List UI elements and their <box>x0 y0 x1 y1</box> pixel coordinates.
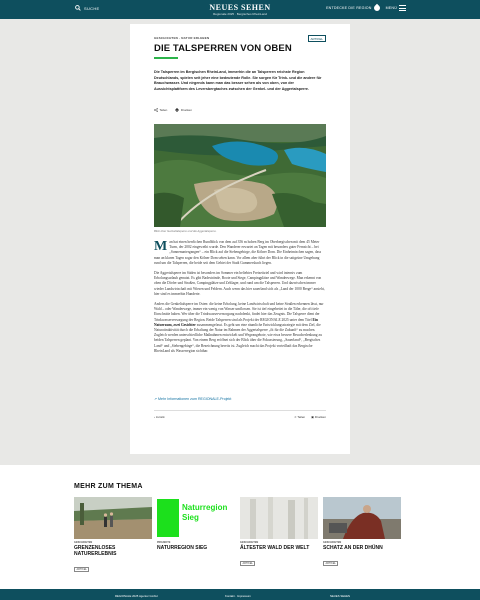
footer-share-button[interactable] <box>294 415 305 419</box>
back-link[interactable] <box>154 415 165 419</box>
paragraph-1-text: an hat einen herrlichen Rundblick von dem auf 356 m hohen Berg im Oberbergischen mit dem 45 Meter Turm, der 2002 eingeweiht wurde. Den Wanderer erwartet an Tagen mit besonders guter Fernsicht – bei „Sonnenuntergangen“ – ein Blick auf die Siebengebirge, die Kölner Dom. Die Einheimischen sagen, dass man an klaren Tagen sogar den Kölner Dom sehen kann. Vor allem aber führt der Blick in die sattgrüne Umgebung rund um die Talsperren, die beide seit dem Gebiet der Stadt Gummersbach liegen. <box>154 240 322 265</box>
tile-2-title: NATURREGION SIEG <box>157 545 208 551</box>
article-lead: Die Talsperren im Bergischen RheinLand, immerhin die an Talsperren reichste Region Deutschlands, spielen seit jeher eine bedeutende Rolle. Sie sorgen für Trink- und die andere für Brauchwasser. Und nirgends kann man das besser sehen als von oben, von der Aussichtsplattform des Leversbergtaches zwischen der Genkel- und der Aggertalsperre. <box>154 70 322 91</box>
tile-image-researcher <box>323 497 401 539</box>
related-heading: MEHR ZUM THEMA <box>74 483 143 490</box>
external-link-icon: ↗ <box>154 397 159 401</box>
article-card <box>130 24 350 454</box>
related-section <box>0 465 480 589</box>
related-tile-4[interactable] <box>323 497 401 569</box>
share-icon: ⋖ <box>294 415 298 419</box>
tile-1-chip: ARTIKEL <box>74 567 89 573</box>
footer-mid[interactable]: Kontakt · Impressum <box>225 594 251 598</box>
tile-3-tag: GESCHICHTEN <box>240 541 259 544</box>
site-footer <box>0 589 480 600</box>
share-label: Teilen <box>159 108 168 112</box>
print-icon: ▣ <box>311 415 315 419</box>
footer-print-label: Drucken <box>314 415 326 419</box>
logo-green-block <box>157 499 179 537</box>
body-paragraph-1 <box>154 240 326 266</box>
hamburger-icon <box>399 5 406 10</box>
footer-left[interactable]: REGIONALE 2025 Agentur GmbH <box>115 594 158 598</box>
aerial-photo-talsperren <box>154 124 326 227</box>
related-tile-3[interactable] <box>240 497 318 569</box>
related-tile-2[interactable] <box>157 497 235 551</box>
menu-label: MENÜ <box>385 6 397 10</box>
share-icon <box>154 108 158 112</box>
brand-subtitle: Regionale 2025 · Bergisches RheinLand <box>213 12 267 16</box>
tile-1-title: GRENZENLOSES NATURERLEBNIS <box>74 545 117 557</box>
back-label: zurück <box>155 415 165 419</box>
related-tile-1[interactable] <box>74 497 152 575</box>
footer-print-button[interactable] <box>311 415 326 419</box>
print-icon <box>175 108 179 112</box>
photo-caption: Blick über Genkeltalsperre und die Aggertalsperre. <box>154 229 217 233</box>
tile-4-title: SCHATZ AN DER DHÜNN <box>323 545 383 551</box>
body-paragraph-3 <box>154 302 326 354</box>
print-label: Drucken <box>180 108 193 112</box>
arrow-left-icon: ‹ <box>154 415 156 419</box>
tile-image-forest <box>240 497 318 539</box>
article-tags[interactable]: GESCHICHTEN · NATUR ERLEBEN <box>154 36 210 40</box>
title-underline <box>154 57 178 59</box>
paragraph-3b-text: zusammengefasst. Es geht um eine räumliche Entwicklungsstrategie mit dem Ziel, die Naturattraktivität durch die Erhaltung der Natur im Rahmen der Aggertalsperre „fit für die Zukunft“ zu machen. Zugleich werden unterschiedliche Maßnahmen entwickelt und Wegeangebote, wie etwa bessere Besucherlenkung zu beiden Talsperren geplant. Von einem Berg eröffnet sich der Blick über die Fokussierung, „Sauerland“, „Bergisches Land“ und „Siebengebirge“, die Bezeichnung bereits ist. Zugleich macht das Projekt vorteilhaft das Bergische RheinLand als Wasserregion sichtbar. <box>154 322 322 353</box>
region-link[interactable] <box>326 5 380 11</box>
tile-image-naturregion-logo <box>157 497 235 539</box>
region-label: ENTDECKE DIE REGION <box>326 6 372 10</box>
menu-button[interactable] <box>386 5 406 10</box>
more-info-link[interactable] <box>154 397 231 401</box>
tile-3-chip: ARTIKEL <box>240 561 255 567</box>
share-button[interactable] <box>154 108 167 112</box>
logo-line-2: Sieg <box>182 513 199 522</box>
footer-right[interactable]: NEUES SEHEN <box>330 594 351 598</box>
print-button[interactable] <box>175 108 192 112</box>
search-label: SUCHE <box>84 5 100 11</box>
location-drop-icon <box>372 4 380 12</box>
share-bar <box>154 108 192 112</box>
tile-2-tag: PROJEKTE <box>157 541 171 544</box>
article-footer <box>154 410 326 419</box>
drop-cap: M <box>154 239 168 254</box>
article-body <box>154 240 326 359</box>
tile-3-title: ÄLTESTER WALD DER WELT <box>240 545 310 551</box>
body-paragraph-2: Die Aggertalsperre im Süden ist besonders im Sommer ein beliebtes Freizeitziel und wird intensiv zum Erholungsurlaub genutzt. Es gibt Badestrände, Boote und Stege, Campingplätze und Wanderwege. Man erkennt von oben die Dörfer und Straßen, Campingplätze und Zeltlager, und rund um die Talsperren. Und dazwischen immer wieder Landwirtschaft mit Wiesen und Feldern. Auch wenn das hier sauerland sich als „Land der 1000 Berge“ ansieht, hier sind es immerhin Hunderte. <box>154 271 325 296</box>
site-logo[interactable] <box>0 3 480 16</box>
top-navigation-bar <box>0 0 480 19</box>
logo-line-1: Naturregion <box>182 503 228 512</box>
tile-4-tag: GESCHICHTEN <box>323 541 342 544</box>
tile-image-hikers <box>74 497 152 539</box>
tile-1-tag: GESCHICHTEN <box>74 541 93 544</box>
footer-share-label: Teilen <box>297 415 306 419</box>
brand-title: NEUES SEHEN <box>209 3 271 12</box>
article-title: DIE TALSPERREN VON OBEN <box>154 43 292 54</box>
naturregion-logo-text <box>182 503 227 523</box>
project-title-bold: Ein Naturraum, zwei Gesichter <box>154 317 318 327</box>
more-info-label: Mehr Informationen zum REGIONALE-Projekt <box>158 397 232 401</box>
tile-4-chip: ARTIKEL <box>323 561 338 567</box>
article-type-badge: ARTIKEL <box>308 35 326 42</box>
paragraph-3-text: Anders die Genkeltalsperre im Osten: die keine Erholung, keine Landwirtschaft und keine Straßen erkennen lässt, nur Wald – oder Wanderwege, immer ein wenig von Wasser umflossen. Sie ist tief eingebettet in die Täler, die oft tiefe Einschnitte haben. Wer über die Trinkwasserversorgung nachdenkt, findet hier das Zeugnis. Die Talsperre dient der Trinkwasserversorgung der Region. Beide Talsperren sind als Projekt der REGIONALE 2025 unter dem Titel <box>154 302 324 322</box>
